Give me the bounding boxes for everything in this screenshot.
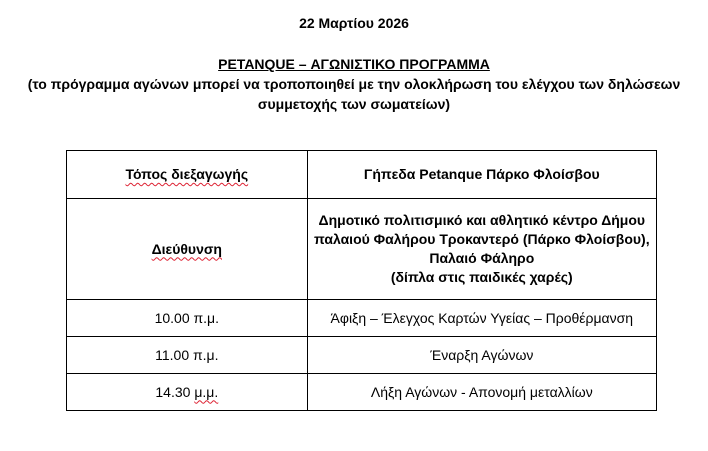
table-row-address [67,199,657,300]
venue-label [67,151,308,199]
schedule-time: 11.00 π.μ. [67,337,308,374]
document-note-line-1: (το πρόγραμμα αγώνων μπορεί να τροποποιηθεί με την ολοκλήρωση του ελέγχου των δηλώσεων [27,76,681,92]
document-heading [0,54,708,114]
address-line: Παλαιό Φάληρο [429,250,535,266]
address-line: Δημοτικό πολιτισμικό και αθλητικό κέντρο Δήμου [318,212,646,228]
venue-label-text: Τόπος διεξαγωγής [125,166,249,182]
document-title: PETANQUE – ΑΓΩΝΙΣΤΙΚΟ ΠΡΟΓΡΑΜΜΑ [218,56,490,72]
address-label [67,199,308,300]
table-row-venue [67,151,657,199]
schedule-time-suffix: μ.μ. [194,383,219,400]
address-value [307,199,656,300]
document-date: 22 Μαρτίου 2026 [299,15,409,31]
schedule-event: Άφιξη – Έλεγχος Καρτών Υγείας – Προθέρμανση [307,300,656,337]
schedule-time: 10.00 π.μ. [67,300,308,337]
schedule-time [67,374,308,411]
schedule-table [66,150,657,411]
address-label-text: Διεύθυνση [151,240,222,257]
venue-value: Γήπεδα Petanque Πάρκο Φλοίσβου [307,151,656,199]
schedule-event: Λήξη Αγώνων - Απονομή μεταλλίων [307,374,656,411]
document-note-line-2: συμμετοχής των σωματείων) [257,96,451,112]
table-row-schedule [67,300,657,337]
table-row-schedule [67,337,657,374]
schedule-event: Έναρξη Αγώνων [307,337,656,374]
address-line: (δίπλα στις παιδικές χαρές) [390,269,573,285]
address-line: παλαιού Φαλήρου Τροκαντερό (Πάρκο Φλοίσβου), [314,231,650,247]
schedule-time-number: 14.30 [155,383,191,400]
table-row-schedule [67,374,657,411]
